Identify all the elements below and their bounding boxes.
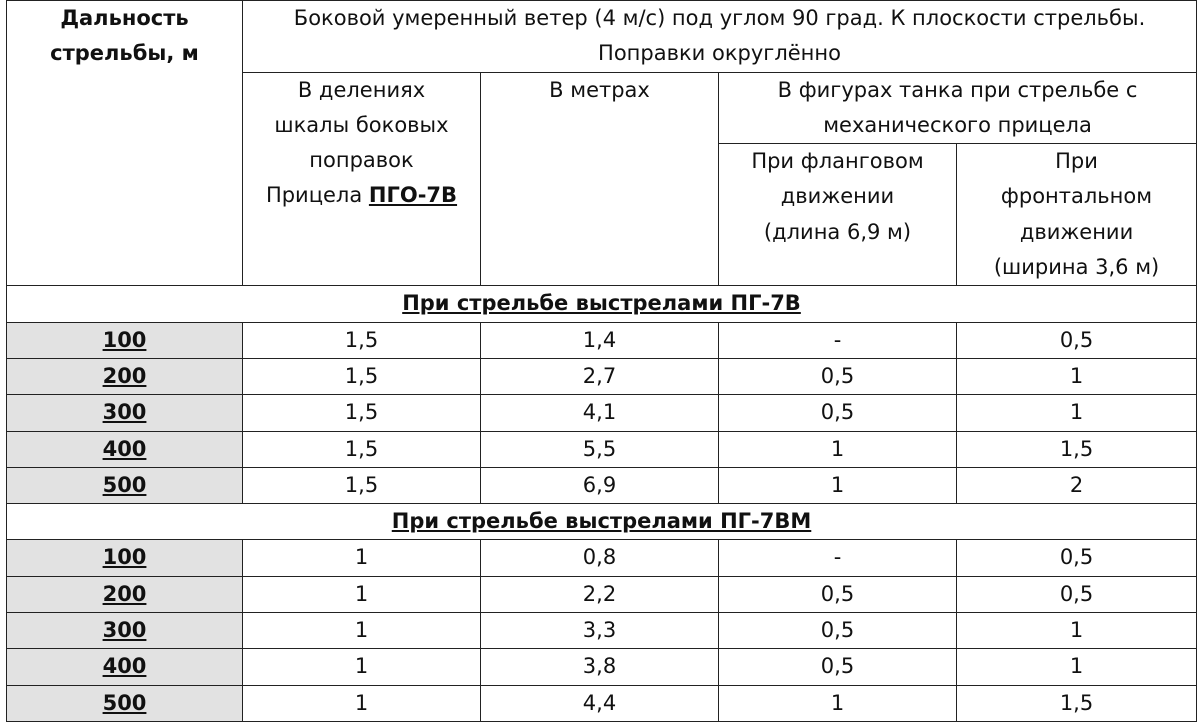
flank-cell: - <box>719 322 957 358</box>
divisions-cell: 1 <box>243 685 481 721</box>
table-row <box>7 576 1197 612</box>
meters-cell: 3,3 <box>481 613 719 649</box>
frontal-cell: 1,5 <box>957 685 1197 721</box>
section-header-row <box>7 504 1197 540</box>
meters-cell: 0,8 <box>481 540 719 576</box>
frontal-cell: 1 <box>957 649 1197 685</box>
range-cell: 100 <box>7 540 243 576</box>
range-cell: 200 <box>7 576 243 612</box>
section-title: При стрельбе выстрелами ПГ-7ВМ <box>7 504 1197 540</box>
flank-cell: 0,5 <box>719 649 957 685</box>
section-header-row <box>7 286 1197 322</box>
divisions-cell: 1,5 <box>243 431 481 467</box>
meters-column-header: В метрах <box>481 72 719 286</box>
range-cell: 100 <box>7 322 243 358</box>
range-cell: 300 <box>7 613 243 649</box>
header-row-1 <box>7 1 1197 73</box>
flank-cell: 0,5 <box>719 358 957 394</box>
meters-cell: 4,1 <box>481 395 719 431</box>
table-row <box>7 540 1197 576</box>
flank-cell: - <box>719 540 957 576</box>
meters-cell: 4,4 <box>481 685 719 721</box>
frontal-cell: 0,5 <box>957 540 1197 576</box>
range-cell: 500 <box>7 685 243 721</box>
divisions-cell: 1 <box>243 576 481 612</box>
tank-figures-header: В фигурах танка при стрельбе с механического прицела <box>719 72 1197 144</box>
table-row <box>7 431 1197 467</box>
table-row <box>7 395 1197 431</box>
meters-cell: 3,8 <box>481 649 719 685</box>
table-row <box>7 358 1197 394</box>
meters-cell: 2,2 <box>481 576 719 612</box>
flank-cell: 0,5 <box>719 613 957 649</box>
meters-cell: 1,4 <box>481 322 719 358</box>
table-row <box>7 685 1197 721</box>
frontal-cell: 0,5 <box>957 322 1197 358</box>
range-column-header: Дальность стрельбы, м <box>7 1 243 286</box>
divisions-cell: 1,5 <box>243 358 481 394</box>
table-row <box>7 649 1197 685</box>
divisions-cell: 1 <box>243 540 481 576</box>
table-row <box>7 613 1197 649</box>
table-body <box>7 1 1197 722</box>
frontal-cell: 1,5 <box>957 431 1197 467</box>
section-title: При стрельбе выстрелами ПГ-7В <box>7 286 1197 322</box>
range-cell: 400 <box>7 431 243 467</box>
divisions-cell: 1,5 <box>243 467 481 503</box>
flank-column-header: При фланговом движении (длина 6,9 м) <box>719 144 957 286</box>
divisions-cell: 1,5 <box>243 322 481 358</box>
wind-conditions-header: Боковой умеренный ветер (4 м/с) под углом 90 град. К плоскости стрельбы. Поправки округлённо <box>243 1 1197 73</box>
wind-correction-table <box>6 0 1197 722</box>
divisions-cell: 1,5 <box>243 395 481 431</box>
divisions-column-header: В делениях шкалы боковых поправок Прицела ПГО-7В <box>243 72 481 286</box>
frontal-cell: 0,5 <box>957 576 1197 612</box>
flank-cell: 1 <box>719 685 957 721</box>
frontal-cell: 1 <box>957 395 1197 431</box>
frontal-cell: 2 <box>957 467 1197 503</box>
frontal-cell: 1 <box>957 613 1197 649</box>
range-cell: 300 <box>7 395 243 431</box>
table-row <box>7 467 1197 503</box>
sight-model-name: ПГО-7В <box>368 183 458 208</box>
range-cell: 400 <box>7 649 243 685</box>
divisions-cell: 1 <box>243 649 481 685</box>
frontal-column-header: При фронтальном движении (ширина 3,6 м) <box>957 144 1197 286</box>
range-cell: 200 <box>7 358 243 394</box>
meters-cell: 2,7 <box>481 358 719 394</box>
frontal-cell: 1 <box>957 358 1197 394</box>
range-cell: 500 <box>7 467 243 503</box>
meters-cell: 6,9 <box>481 467 719 503</box>
flank-cell: 0,5 <box>719 576 957 612</box>
meters-cell: 5,5 <box>481 431 719 467</box>
flank-cell: 0,5 <box>719 395 957 431</box>
divisions-cell: 1 <box>243 613 481 649</box>
table-row <box>7 322 1197 358</box>
flank-cell: 1 <box>719 431 957 467</box>
flank-cell: 1 <box>719 467 957 503</box>
